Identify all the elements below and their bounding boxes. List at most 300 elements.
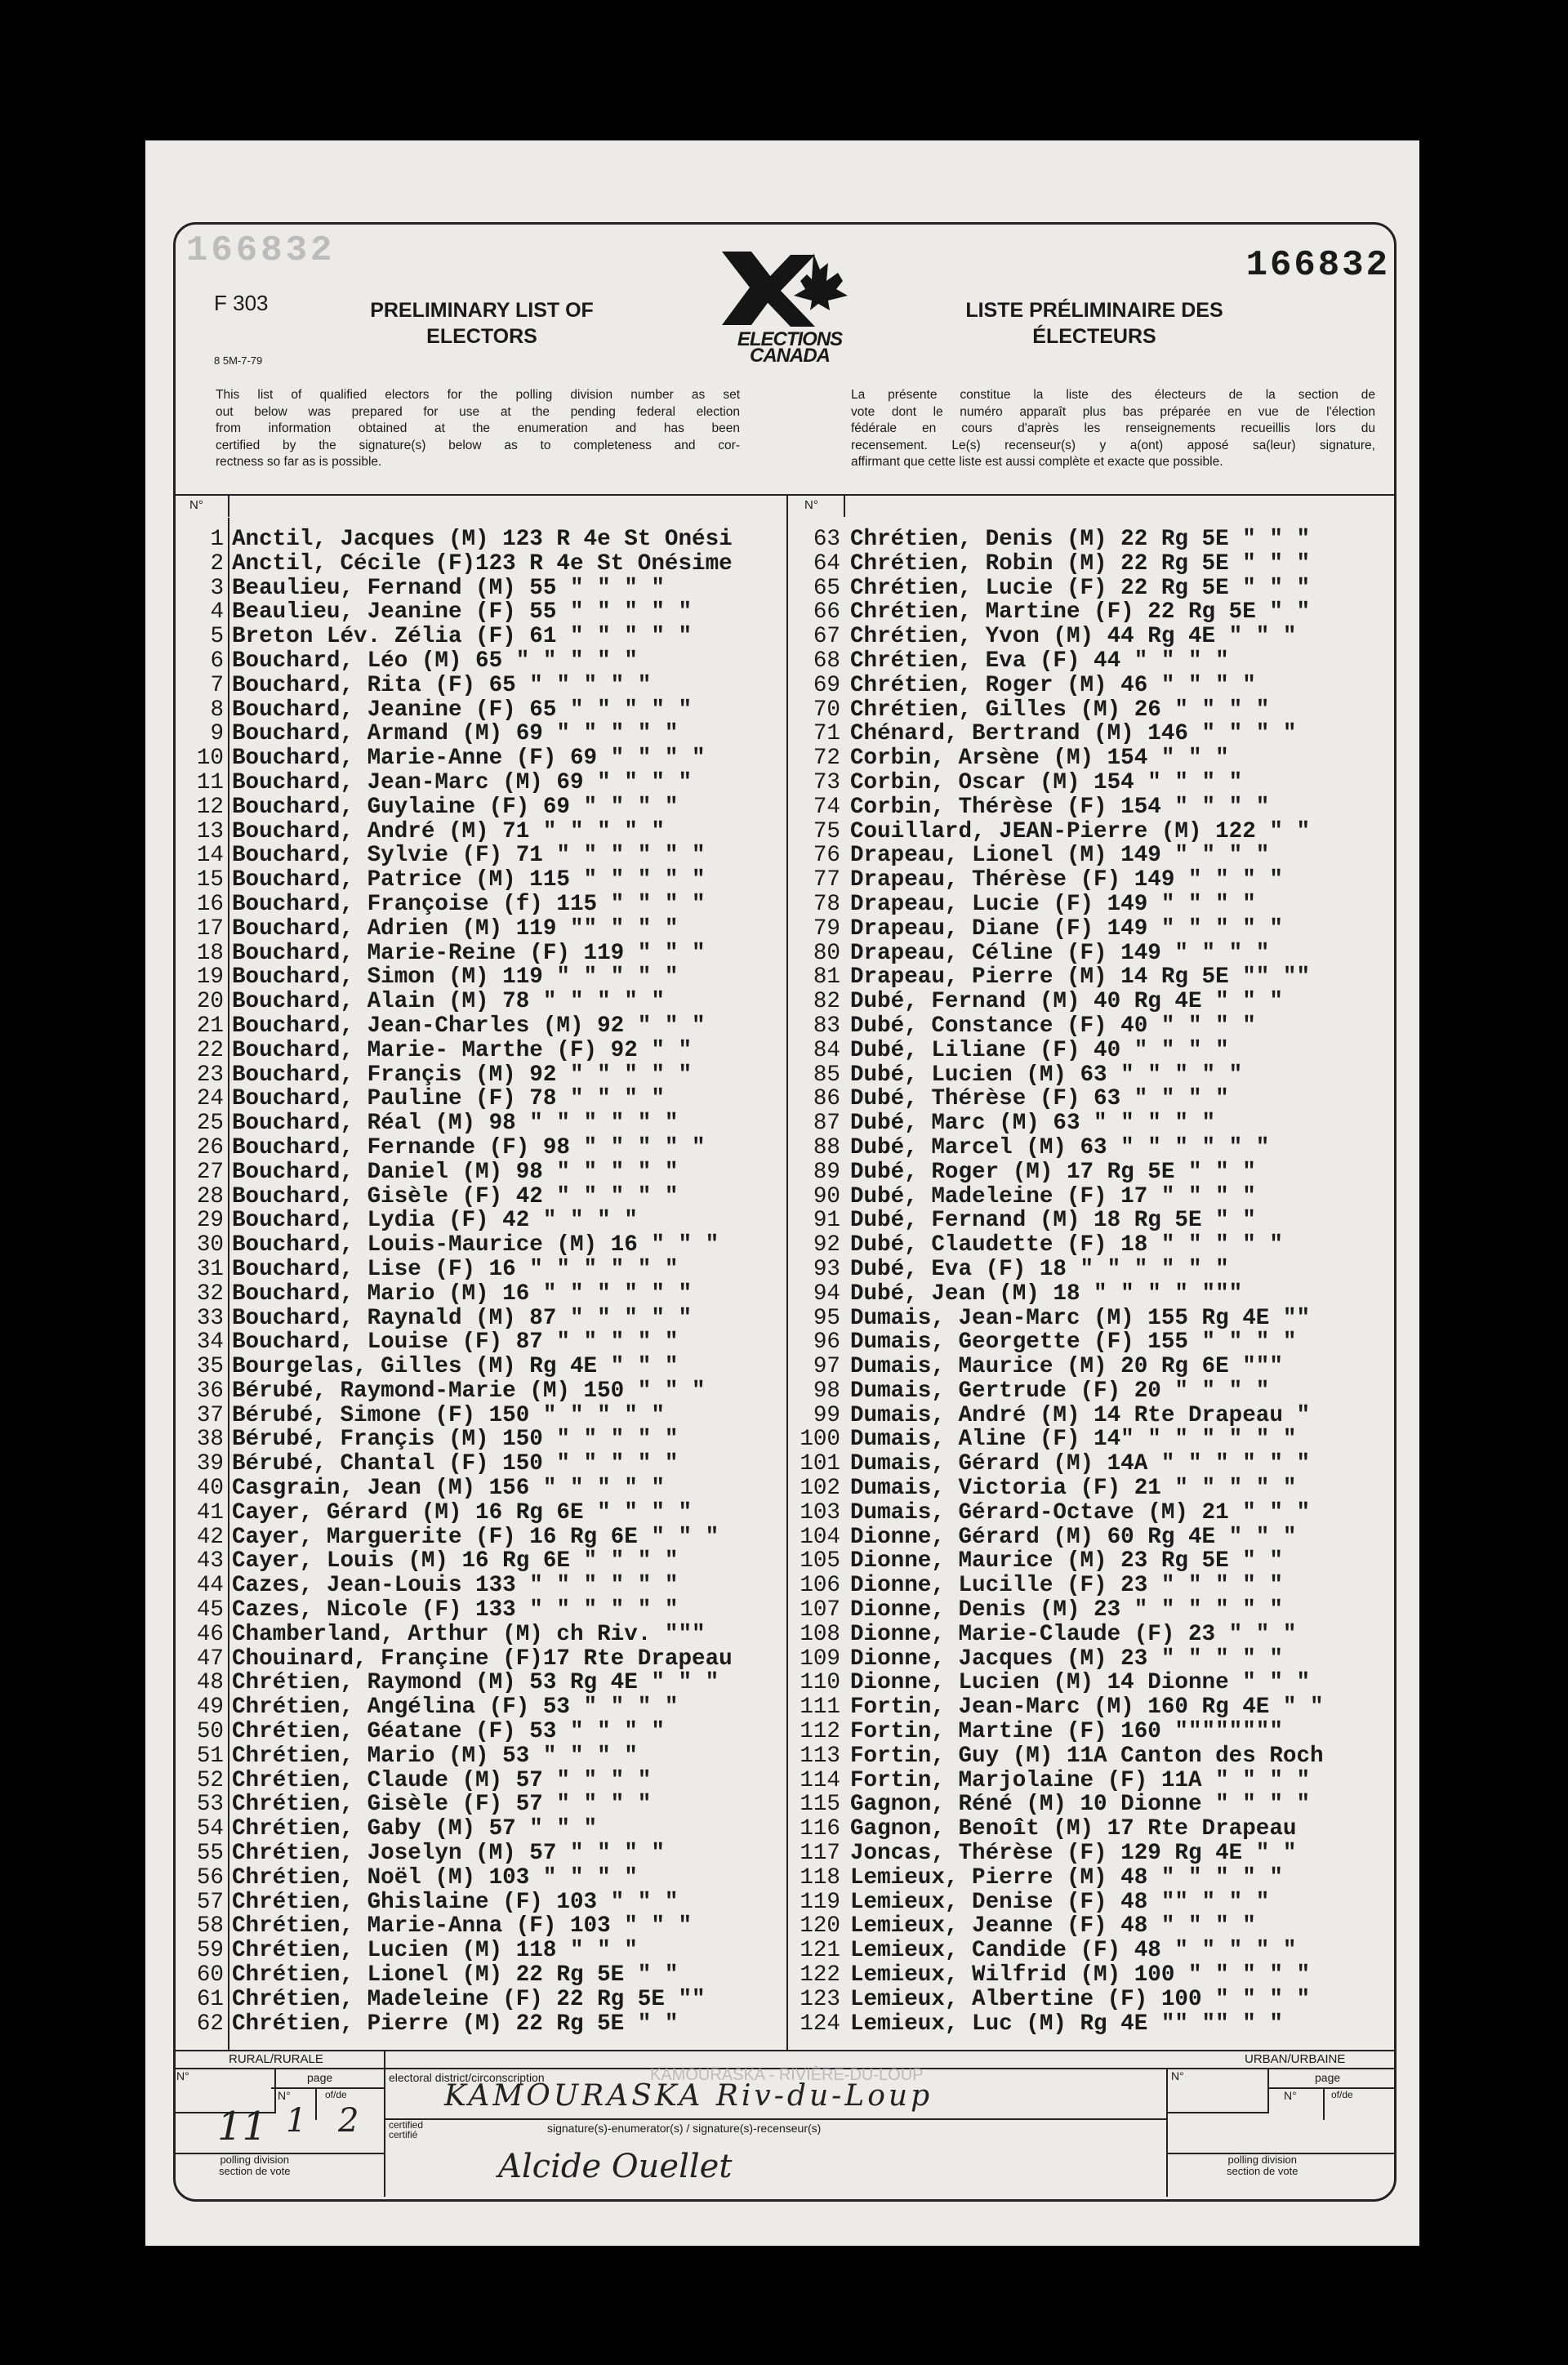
elector-row — [173, 1063, 786, 1088]
elector-row — [788, 1063, 1392, 1088]
elector-row — [788, 1476, 1392, 1501]
elector-entry: Bouchard, Réal (M) 98 " " " " " " — [232, 1111, 679, 1137]
elector-row — [173, 1939, 786, 1963]
elector-row — [788, 1891, 1392, 1915]
elector-number: 87 — [813, 1111, 840, 1137]
right-electors-column — [788, 528, 1392, 2036]
elector-number: 110 — [800, 1670, 840, 1696]
elector-row — [173, 942, 786, 966]
elector-row — [173, 1039, 786, 1063]
elector-entry: Chénard, Bertrand (M) 146 " " " " — [850, 721, 1297, 747]
elector-row — [788, 552, 1392, 577]
elector-row — [788, 2012, 1392, 2037]
elector-number: 23 — [196, 1062, 224, 1088]
elector-number: 116 — [800, 1816, 840, 1842]
elector-number: 59 — [196, 1938, 224, 1964]
elector-row — [788, 722, 1392, 746]
elector-entry: Chrétien, Joselyn (M) 57 " " " " — [232, 1841, 665, 1867]
elector-number: 104 — [800, 1524, 840, 1550]
elector-entry: Lemieux, Luc (M) Rg 4E "" "" " " — [850, 2011, 1283, 2037]
elector-entry: Bouchard, Marie-Anne (F) 69 " " " " — [232, 746, 706, 772]
elector-row — [173, 1258, 786, 1282]
elector-number: 6 — [210, 648, 224, 674]
elector-entry: Cayer, Gérard (M) 16 Rg 6E " " " " — [232, 1499, 693, 1525]
elector-row — [173, 893, 786, 917]
elector-entry: Dionne, Gérard (M) 60 Rg 4E " " " — [850, 1524, 1297, 1550]
elector-row — [788, 1623, 1392, 1647]
elector-row — [173, 1525, 786, 1550]
print-code: 8 5M-7-79 — [214, 354, 263, 367]
elector-entry: Corbin, Oscar (M) 154 " " " " — [850, 769, 1243, 795]
elector-row — [788, 1501, 1392, 1525]
rural-no-label: N° — [173, 2069, 276, 2113]
elector-row — [788, 1647, 1392, 1672]
elector-number: 35 — [196, 1354, 224, 1380]
elector-entry: Chrétien, Eva (F) 44 " " " " — [850, 648, 1229, 674]
elector-number: 57 — [196, 1889, 224, 1915]
elector-entry: Dumais, Gertrude (F) 20 " " " " — [850, 1378, 1270, 1404]
elector-row — [788, 1939, 1392, 1963]
elector-row — [173, 795, 786, 820]
intro-line: affirmant que cette liste est aussi complète et exacte que possible. — [851, 455, 1223, 469]
intro-line: out below was prepared for use at the pending federal election — [216, 404, 740, 419]
elector-entry: Chrétien, Yvon (M) 44 Rg 4E " " " — [850, 624, 1297, 650]
elector-entry: Bouchard, Simon (M) 119 " " " " " — [232, 964, 679, 991]
elector-number: 22 — [196, 1037, 224, 1063]
elector-entry: Lemieux, Albertine (F) 100 " " " " — [850, 1986, 1311, 2012]
elector-entry: Anctil, Jacques (M) 123 R 4e St Onési — [232, 527, 733, 552]
elector-row — [788, 1185, 1392, 1209]
district-handwritten: KAMOURASKA Riv-du-Loup — [444, 2079, 933, 2113]
elector-row — [788, 893, 1392, 917]
rural-polling-division-label: polling division section de vote — [219, 2153, 291, 2177]
elector-entry: Bouchard, Daniel (M) 98 " " " " " — [232, 1159, 679, 1185]
district-faded: KAMOURASKA - RIVIÈRE-DU-LOUP — [650, 2066, 924, 2084]
logo-text-line1: ELECTIONS — [737, 328, 843, 350]
elector-number: 15 — [196, 867, 224, 893]
elector-number: 91 — [813, 1208, 840, 1234]
elector-row — [173, 1647, 786, 1672]
elector-number: 55 — [196, 1841, 224, 1867]
elector-entry: Chrétien, Denis (M) 22 Rg 5E " " " — [850, 527, 1311, 552]
elector-entry: Chrétien, Raymond (M) 53 Rg 4E " " " — [232, 1670, 719, 1696]
elector-number: 16 — [196, 891, 224, 917]
elector-row — [788, 990, 1392, 1014]
elector-entry: Cazes, Jean-Louis 133 " " " " " " — [232, 1573, 679, 1599]
elector-number: 21 — [196, 1013, 224, 1039]
elector-number: 111 — [800, 1695, 840, 1721]
elector-entry: Chrétien, Géatane (F) 53 " " " " — [232, 1719, 665, 1745]
elector-number: 69 — [813, 672, 840, 698]
elector-number: 108 — [800, 1621, 840, 1647]
elector-number: 45 — [196, 1597, 224, 1623]
elector-number: 92 — [813, 1232, 840, 1258]
elector-number: 98 — [813, 1378, 840, 1404]
elector-number: 120 — [800, 1913, 840, 1940]
elector-number: 37 — [196, 1402, 224, 1428]
elector-number: 107 — [800, 1597, 840, 1623]
elector-row — [788, 649, 1392, 674]
elector-entry: Cazes, Nicole (F) 133 " " " " " " — [232, 1597, 679, 1623]
elector-number: 26 — [196, 1134, 224, 1160]
elector-row — [788, 674, 1392, 698]
urban-no-label: N° — [1168, 2069, 1269, 2113]
elector-row — [788, 1769, 1392, 1793]
elector-row — [788, 1720, 1392, 1744]
elector-row — [173, 1355, 786, 1379]
elector-entry: Bouchard, Armand (M) 69 " " " " " — [232, 721, 679, 747]
elector-number: 28 — [196, 1183, 224, 1209]
elector-number: 32 — [196, 1280, 224, 1307]
elector-entry: Dionne, Denis (M) 23 " " " " " " — [850, 1597, 1283, 1623]
elector-number: 109 — [800, 1646, 840, 1672]
elector-row — [788, 1695, 1392, 1720]
elector-number: 34 — [196, 1329, 224, 1356]
elector-number: 25 — [196, 1111, 224, 1137]
elector-entry: Dubé, Constance (F) 40 " " " " — [850, 1013, 1256, 1039]
right-number-header: N° — [788, 494, 845, 517]
table-top-rule — [173, 494, 1394, 496]
elector-number: 58 — [196, 1913, 224, 1940]
elector-number: 112 — [800, 1719, 840, 1745]
urban-polling-division-label: polling division section de vote — [1227, 2153, 1298, 2177]
elector-entry: Bouchard, Alain (M) 78 " " " " " — [232, 989, 665, 1015]
elector-number: 118 — [800, 1864, 840, 1891]
elector-entry: Chrétien, Angélina (F) 53 " " " " — [232, 1695, 679, 1721]
elector-entry: Chrétien, Gilles (M) 26 " " " " — [850, 697, 1270, 723]
elector-row — [788, 1160, 1392, 1185]
polling-division-number: 11 — [217, 2104, 268, 2149]
elector-entry: Chrétien, Gisèle (F) 57 " " " " — [232, 1792, 652, 1818]
elector-number: 117 — [800, 1841, 840, 1867]
elector-number: 114 — [800, 1767, 840, 1793]
elector-entry: Drapeau, Céline (F) 149 " " " " — [850, 940, 1270, 966]
elector-entry: Bouchard, Françis (M) 92 " " " " " — [232, 1062, 693, 1088]
elector-row — [173, 552, 786, 577]
elector-row — [788, 844, 1392, 868]
elector-entry: Chrétien, Roger (M) 46 " " " " — [850, 672, 1256, 698]
elector-row — [173, 1014, 786, 1039]
elector-entry: Chrétien, Claude (M) 57 " " " " — [232, 1767, 652, 1793]
elector-row — [173, 771, 786, 795]
elector-entry: Dionne, Lucien (M) 14 Dionne " " " — [850, 1670, 1311, 1696]
elector-number: 93 — [813, 1256, 840, 1282]
elector-entry: Bouchard, André (M) 71 " " " " " — [232, 818, 665, 844]
elector-entry: Chamberland, Arthur (M) ch Riv. """ — [232, 1621, 706, 1647]
elector-number: 90 — [813, 1183, 840, 1209]
elector-entry: Dumais, Jean-Marc (M) 155 Rg 4E "" — [850, 1305, 1311, 1331]
elector-number: 72 — [813, 746, 840, 772]
district-label: electoral district/circonscription — [389, 2071, 545, 2084]
elector-entry: Bouchard, Lise (F) 16 " " " " " " — [232, 1256, 679, 1282]
elector-row — [173, 698, 786, 723]
elector-entry: Drapeau, Lucie (F) 149 " " " " — [850, 891, 1256, 917]
elector-number: 96 — [813, 1329, 840, 1356]
elector-number: 31 — [196, 1256, 224, 1282]
left-electors-column — [173, 528, 786, 2036]
elector-number: 38 — [196, 1427, 224, 1453]
elector-row — [173, 1330, 786, 1355]
elector-number: 66 — [813, 599, 840, 626]
elector-row — [788, 1671, 1392, 1695]
serial-number: 166832 — [1245, 245, 1390, 286]
elector-number: 33 — [196, 1305, 224, 1331]
elector-number: 81 — [813, 964, 840, 991]
elector-entry: Lemieux, Pierre (M) 48 " " " " " — [850, 1864, 1283, 1891]
elector-row — [788, 1404, 1392, 1428]
elector-number: 103 — [800, 1499, 840, 1525]
faded-serial-number: 166832 — [186, 230, 336, 271]
intro-line: La présente constitue la liste des électeurs de la section de — [851, 388, 1375, 402]
elector-number: 71 — [813, 721, 840, 747]
elector-entry: Bouchard, Louise (F) 87 " " " " " — [232, 1329, 679, 1356]
intro-line: This list of qualified electors for the polling division number as set — [216, 388, 740, 402]
elector-number: 7 — [210, 672, 224, 698]
elector-entry: Bourgelas, Gilles (M) Rg 4E " " " — [232, 1354, 679, 1380]
elector-entry: Drapeau, Pierre (M) 14 Rg 5E "" "" — [850, 964, 1311, 991]
rural-label: RURAL/RURALE — [229, 2052, 323, 2066]
elector-number: 44 — [196, 1573, 224, 1599]
elector-entry: Bouchard, Lydia (F) 42 " " " " — [232, 1208, 638, 1234]
left-number-header: N° — [173, 494, 229, 517]
elector-number: 9 — [210, 721, 224, 747]
elector-row — [173, 1842, 786, 1866]
elector-number: 105 — [800, 1548, 840, 1574]
elector-row — [173, 600, 786, 625]
elector-number: 100 — [800, 1427, 840, 1453]
elector-row — [173, 577, 786, 601]
elector-entry: Dubé, Thérèse (F) 63 " " " " — [850, 1086, 1229, 1112]
elector-number: 30 — [196, 1232, 224, 1258]
elector-number: 61 — [196, 1986, 224, 2012]
elector-number: 29 — [196, 1208, 224, 1234]
elector-row — [173, 1914, 786, 1939]
elector-number: 80 — [813, 940, 840, 966]
title-french: LISTE PRÉLIMINAIRE DES ÉLECTEURS — [965, 299, 1223, 348]
elector-entry: Bérubé, Simone (F) 150 " " " " " — [232, 1402, 665, 1428]
elector-entry: Chrétien, Lucien (M) 118 " " " — [232, 1938, 638, 1964]
elector-entry: Bouchard, Jean-Charles (M) 92 " " " — [232, 1013, 706, 1039]
logo-text-line2: CANADA — [750, 345, 830, 367]
footer-top-rule — [173, 2050, 1394, 2051]
elector-row — [788, 1452, 1392, 1476]
elector-row — [788, 1087, 1392, 1111]
intro-line: vote dont le numéro apparaît plus bas préparée en vue de l'élection — [851, 404, 1375, 419]
elector-entry: Bérubé, Françis (M) 150 " " " " " — [232, 1427, 679, 1453]
elector-row — [173, 722, 786, 746]
elector-entry: Dubé, Fernand (M) 18 Rg 5E " " — [850, 1208, 1256, 1234]
elector-row — [173, 844, 786, 868]
elector-number: 48 — [196, 1670, 224, 1696]
elector-number: 4 — [210, 599, 224, 626]
elector-row — [173, 625, 786, 649]
intro-line: certified by the signature(s) below as to completeness and cor- — [216, 438, 740, 452]
elector-number: 67 — [813, 624, 840, 650]
elector-number: 122 — [800, 1962, 840, 1989]
elector-number: 68 — [813, 648, 840, 674]
elector-row — [173, 1452, 786, 1476]
elector-row — [173, 1623, 786, 1647]
elector-entry: Corbin, Thérèse (F) 154 " " " " — [850, 794, 1270, 820]
elector-row — [788, 917, 1392, 942]
elector-entry: Dubé, Eva (F) 18 " " " " " " — [850, 1256, 1229, 1282]
elector-row — [173, 1136, 786, 1160]
elector-row — [173, 1817, 786, 1842]
elector-row — [788, 600, 1392, 625]
elector-entry: Chrétien, Gaby (M) 57 " " " — [232, 1816, 598, 1842]
elector-number: 84 — [813, 1037, 840, 1063]
elector-row — [173, 746, 786, 771]
elector-row — [788, 746, 1392, 771]
elector-entry: Couillard, JEAN-Pierre (M) 122 " " — [850, 818, 1311, 844]
elector-row — [173, 1404, 786, 1428]
elector-row — [788, 577, 1392, 601]
elector-row — [173, 1891, 786, 1915]
elector-row — [788, 942, 1392, 966]
elector-row — [173, 1282, 786, 1307]
elector-entry: Chrétien, Madeleine (F) 22 Rg 5E "" — [232, 1986, 706, 2012]
elector-number: 88 — [813, 1134, 840, 1160]
elector-entry: Gagnon, Benoît (M) 17 Rte Drapeau — [850, 1816, 1297, 1842]
elector-row — [788, 820, 1392, 844]
elector-number: 106 — [800, 1573, 840, 1599]
elector-entry: Bouchard, Guylaine (F) 69 " " " " — [232, 794, 679, 820]
elector-entry: Bouchard, Pauline (F) 78 " " " " — [232, 1086, 665, 1112]
elector-entry: Dumais, Georgette (F) 155 " " " " — [850, 1329, 1297, 1356]
elector-row — [788, 1039, 1392, 1063]
elector-number: 8 — [210, 697, 224, 723]
elector-number: 62 — [196, 2011, 224, 2037]
footer-divider — [384, 2050, 385, 2197]
elector-row — [173, 1769, 786, 1793]
urban-label: URBAN/URBAINE — [1245, 2052, 1346, 2066]
elector-row — [173, 649, 786, 674]
elector-row — [788, 1258, 1392, 1282]
rural-page-no-label: N° — [278, 2089, 291, 2102]
elector-entry: Bouchard, Raynald (M) 87 " " " " " — [232, 1305, 693, 1331]
elector-number: 39 — [196, 1451, 224, 1477]
elector-entry: Dumais, Victoria (F) 21 " " " " " — [850, 1476, 1297, 1502]
intro-line: rectness so far as is possible. — [216, 455, 382, 469]
elector-entry: Bouchard, Marie-Reine (F) 119 " " " — [232, 940, 706, 966]
elector-number: 52 — [196, 1767, 224, 1793]
intro-text-french — [851, 387, 1375, 471]
elector-row — [788, 1914, 1392, 1939]
elector-row — [173, 1111, 786, 1136]
elector-row — [173, 820, 786, 844]
elector-row — [173, 1598, 786, 1623]
elector-entry: Dionne, Lucille (F) 23 " " " " " — [850, 1573, 1283, 1599]
elector-number: 121 — [800, 1938, 840, 1964]
elector-number: 77 — [813, 867, 840, 893]
elector-entry: Dionne, Maurice (M) 23 Rg 5E " " — [850, 1548, 1283, 1574]
elector-row — [173, 1379, 786, 1404]
elector-row — [788, 1136, 1392, 1160]
elector-entry: Dubé, Marc (M) 63 " " " " " — [850, 1111, 1216, 1137]
elector-number: 51 — [196, 1743, 224, 1769]
elector-entry: Dumais, Gérard (M) 14A " " " " " " — [850, 1451, 1311, 1477]
elector-entry: Anctil, Cécile (F)123 R 4e St Onésime — [232, 550, 733, 577]
elector-row — [788, 528, 1392, 552]
elector-entry: Fortin, Martine (F) 160 """""""" — [850, 1719, 1283, 1745]
elector-row — [788, 795, 1392, 820]
elector-row — [173, 1087, 786, 1111]
intro-line: recensement. Le(s) recenseur(s) y a(ont) apposé sa(leur) signature, — [851, 438, 1375, 452]
elector-row — [788, 1817, 1392, 1842]
elector-number: 18 — [196, 940, 224, 966]
intro-text-english — [216, 387, 740, 471]
elector-entry: Dionne, Marie-Claude (F) 23 " " " — [850, 1621, 1297, 1647]
elector-row — [173, 1307, 786, 1331]
elector-entry: Bouchard, Adrien (M) 119 "" " " " — [232, 915, 679, 942]
elector-number: 86 — [813, 1086, 840, 1112]
elector-number: 40 — [196, 1476, 224, 1502]
elector-entry: Beaulieu, Fernand (M) 55 " " " " — [232, 575, 665, 601]
elector-number: 123 — [800, 1986, 840, 2012]
elector-entry: Lemieux, Denise (F) 48 "" " " " — [850, 1889, 1270, 1915]
elector-row — [173, 1233, 786, 1258]
elector-entry: Lemieux, Wilfrid (M) 100 " " " " " — [850, 1962, 1311, 1989]
elector-number: 3 — [210, 575, 224, 601]
elector-row — [173, 990, 786, 1014]
elector-row — [788, 1355, 1392, 1379]
elector-number: 56 — [196, 1864, 224, 1891]
elector-number: 101 — [800, 1451, 840, 1477]
elector-entry: Bouchard, Sylvie (F) 71 " " " " " " — [232, 843, 706, 869]
elector-entry: Bouchard, Léo (M) 65 " " " " " — [232, 648, 638, 674]
elector-row — [788, 1574, 1392, 1598]
elector-row — [788, 1330, 1392, 1355]
district-rule — [384, 2118, 1166, 2120]
elector-entry: Dubé, Roger (M) 17 Rg 5E " " " — [850, 1159, 1256, 1185]
elector-number: 60 — [196, 1962, 224, 1989]
elector-row — [788, 1793, 1392, 1817]
elector-entry: Drapeau, Lionel (M) 149 " " " " — [850, 843, 1270, 869]
elector-row — [788, 1988, 1392, 2012]
elector-number: 95 — [813, 1305, 840, 1331]
form-code: F 303 — [214, 291, 269, 315]
elections-canada-logo — [715, 248, 864, 371]
elector-number: 1 — [210, 527, 224, 552]
elector-number: 47 — [196, 1646, 224, 1672]
elector-number: 70 — [813, 697, 840, 723]
elector-row — [173, 2012, 786, 2037]
elector-entry: Chrétien, Mario (M) 53 " " " " — [232, 1743, 638, 1769]
elector-row — [788, 965, 1392, 990]
elector-number: 74 — [813, 794, 840, 820]
urban-page-label: page — [1315, 2071, 1341, 2084]
elector-entry: Dubé, Claudette (F) 18 " " " " " — [850, 1232, 1283, 1258]
elector-entry: Bouchard, Jeanine (F) 65 " " " " " — [232, 697, 693, 723]
elector-number: 113 — [800, 1743, 840, 1769]
elector-number: 19 — [196, 964, 224, 991]
elector-number: 46 — [196, 1621, 224, 1647]
elector-entry: Bouchard, Marie- Marthe (F) 92 " " — [232, 1037, 693, 1063]
elector-entry: Chrétien, Pierre (M) 22 Rg 5E " " — [232, 2011, 679, 2037]
elector-row — [788, 1427, 1392, 1452]
elector-number: 63 — [813, 527, 840, 552]
elector-row — [173, 1695, 786, 1720]
elector-number: 65 — [813, 575, 840, 601]
elector-number: 2 — [210, 550, 224, 577]
elector-entry: Fortin, Guy (M) 11A Canton des Roch — [850, 1743, 1324, 1769]
elector-number: 53 — [196, 1792, 224, 1818]
elector-number: 12 — [196, 794, 224, 820]
elector-entry: Dumais, Aline (F) 14" " " " " " " — [850, 1427, 1297, 1453]
elector-number: 43 — [196, 1548, 224, 1574]
elector-entry: Dumais, André (M) 14 Rte Drapeau " — [850, 1402, 1311, 1428]
elector-entry: Lemieux, Candide (F) 48 " " " " " — [850, 1938, 1297, 1964]
